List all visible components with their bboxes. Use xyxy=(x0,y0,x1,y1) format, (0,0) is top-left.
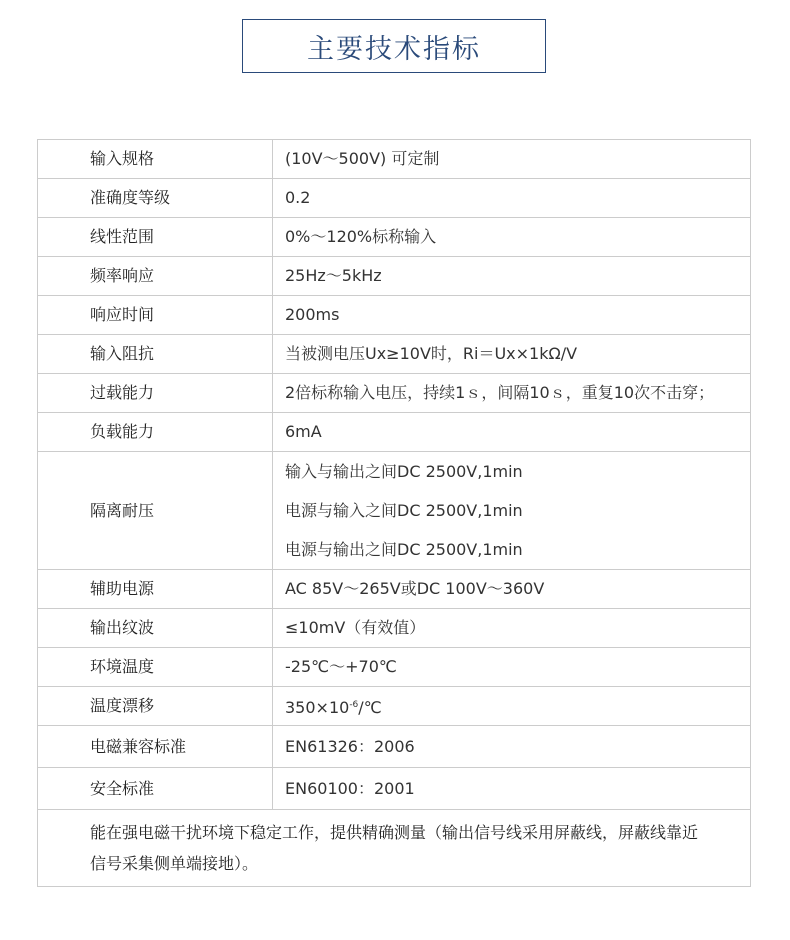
row-label: 过载能力 xyxy=(38,374,273,413)
row-label: 电磁兼容标准 xyxy=(38,726,273,768)
table-row xyxy=(38,257,751,296)
row-label: 输出纹波 xyxy=(38,609,273,648)
table-row xyxy=(38,413,751,452)
note-text: 能在强电磁干扰环境下稳定工作，提供精确测量（输出信号线采用屏蔽线，屏蔽线靠近信号采集侧单端接地）。 xyxy=(38,810,751,887)
row-label: 辅助电源 xyxy=(38,570,273,609)
table-row xyxy=(38,374,751,413)
row-label: 输入规格 xyxy=(38,140,273,179)
row-value: (10V～500V) 可定制 xyxy=(273,140,751,179)
row-value: 6mA xyxy=(273,413,751,452)
table-row xyxy=(38,335,751,374)
table-row-note xyxy=(38,810,751,887)
row-label: 响应时间 xyxy=(38,296,273,335)
row-value: EN60100：2001 xyxy=(273,768,751,810)
isolation-line: 电源与输入之间DC 2500V,1min xyxy=(285,501,523,520)
isolation-line: 输入与输出之间DC 2500V,1min xyxy=(285,462,523,481)
row-value: 25Hz～5kHz xyxy=(273,257,751,296)
row-value: 当被测电压Ux≥10V时，Ri＝Ux×1kΩ/V xyxy=(273,335,751,374)
table-row xyxy=(38,296,751,335)
table-row xyxy=(38,726,751,768)
row-label: 隔离耐压 xyxy=(38,452,273,570)
row-label: 温度漂移 xyxy=(38,687,273,726)
row-value: 200ms xyxy=(273,296,751,335)
spec-table xyxy=(37,139,751,887)
row-label: 线性范围 xyxy=(38,218,273,257)
row-label: 安全标准 xyxy=(38,768,273,810)
row-label: 准确度等级 xyxy=(38,179,273,218)
drift-value-suffix: /℃ xyxy=(358,697,382,717)
row-value: AC 85V～265V或DC 100V～360V xyxy=(273,570,751,609)
row-value: -25℃～+70℃ xyxy=(273,648,751,687)
isolation-line: 电源与输出之间DC 2500V,1min xyxy=(285,540,523,559)
table-row xyxy=(38,570,751,609)
table-row xyxy=(38,179,751,218)
row-value: 2倍标称输入电压，持续1ｓ，间隔10ｓ，重复10次不击穿； xyxy=(273,374,751,413)
row-value: EN61326：2006 xyxy=(273,726,751,768)
table-row xyxy=(38,768,751,810)
row-value-multiline xyxy=(273,452,751,570)
row-label: 输入阻抗 xyxy=(38,335,273,374)
drift-value-prefix: 350×10 xyxy=(285,697,350,717)
row-label: 负载能力 xyxy=(38,413,273,452)
table-row xyxy=(38,648,751,687)
table-row xyxy=(38,140,751,179)
row-value: 0.2 xyxy=(273,179,751,218)
table-row-isolation xyxy=(38,452,751,570)
table-row xyxy=(38,218,751,257)
row-value xyxy=(273,687,751,726)
table-row xyxy=(38,609,751,648)
section-title: 主要技术指标 xyxy=(242,19,546,73)
row-label: 环境温度 xyxy=(38,648,273,687)
table-row xyxy=(38,687,751,726)
row-value: 0%～120%标称输入 xyxy=(273,218,751,257)
row-value: ≤10mV（有效值） xyxy=(273,609,751,648)
row-label: 频率响应 xyxy=(38,257,273,296)
drift-value-exponent: -6 xyxy=(349,699,359,710)
